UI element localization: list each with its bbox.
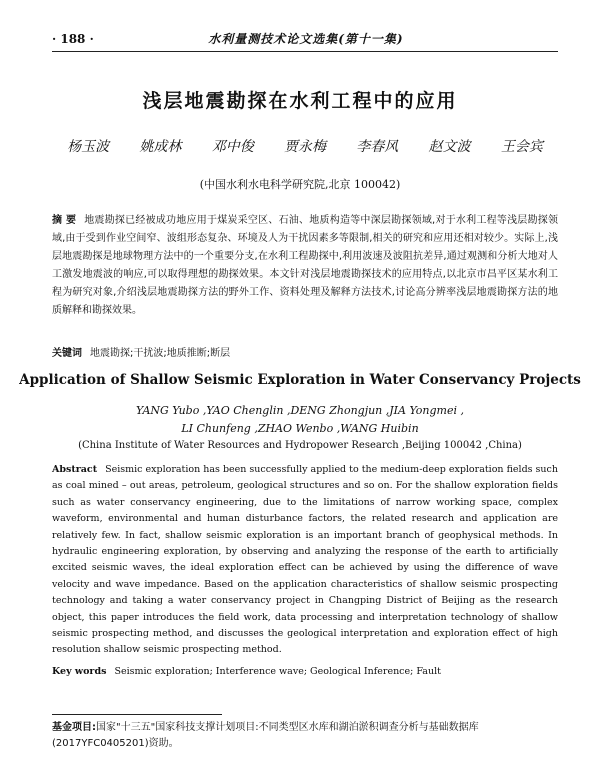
keywords-en-label: Key words (52, 666, 107, 677)
footnote-divider (52, 714, 222, 715)
abstract-cn-text: 地震勘探已经被成功地应用于煤炭采空区、石油、地质构造等中深层勘探领域,对于水利工程等浅层勘探领域,由于受到作业空间窄、波组形态复杂、环境及人为干扰因素多等限制,相关的研究和应用还相对较少。实际上,浅层地震勘探是地球物理方法中的一个重要分支,在水利工程勘探中,利用波速及波阻抗差异,通过观测和分析大地对人工激发地震波的响应,可以取得理想的勘探效果。本文针对浅层地震勘探技术的应用特点,以北京市昌平区某水利工程为研究对象,介绍浅层地震勘探方法的野外工作、资料处理及解释方法技术,讨论高分辨率浅层地震勘探方法的地质解释和勘探效果。 (52, 215, 559, 316)
author-cn: 杨玉波 (67, 139, 110, 155)
affiliation-cn: (中国水利水电科学研究院,北京 100042) (199, 178, 401, 191)
abstract-en (52, 462, 558, 659)
author-line-en: YANG Yubo ,YAO Chenglin ,DENG Zhongjun ,JIA Yongmei , (136, 404, 464, 417)
keywords-cn-label: 关键词 (52, 348, 82, 359)
author-cn: 赵文波 (428, 139, 471, 155)
paper-title-en: Application of Shallow Seismic Exploration in Water Conservancy Projects (19, 372, 581, 388)
keywords-en (52, 666, 558, 677)
footnote-text: 国家"十三五"国家科技支撑计划项目:不同类型区水库和湖泊淤积调查分析与基础数据库(2017YFC0405201)资助。 (52, 722, 479, 749)
journal-title: 水利量测技术论文选集(第十一集) (208, 32, 404, 46)
footnote-label: 基金项目: (52, 722, 96, 733)
author-cn: 邓中俊 (211, 139, 254, 155)
abstract-en-label: Abstract (52, 464, 98, 475)
author-cn: 姚成林 (139, 139, 182, 155)
page-number: · 188 · (52, 31, 94, 46)
keywords-cn (52, 344, 558, 359)
author-list-cn (52, 136, 558, 156)
affiliation-en: (China Institute of Water Resources and Hydropower Research ,Beijing 100042 ,China) (78, 440, 522, 451)
author-line-en: LI Chunfeng ,ZHAO Wenbo ,WANG Huibin (181, 422, 419, 435)
running-head (52, 30, 558, 52)
abstract-cn-label: 摘 要 (52, 215, 77, 226)
author-cn: 王会宾 (500, 139, 543, 155)
funding-footnote (52, 720, 558, 752)
author-cn: 李春风 (356, 139, 399, 155)
abstract-cn (52, 212, 558, 320)
author-list-en (0, 402, 600, 438)
keywords-cn-text: 地震勘探;干扰波;地质推断;断层 (90, 348, 231, 359)
keywords-en-text: Seismic exploration; Interference wave; Geological Inference; Fault (114, 666, 441, 677)
paper-title-cn: 浅层地震勘探在水利工程中的应用 (142, 90, 458, 112)
abstract-en-text: Seismic exploration has been successfully applied to the medium-deep exploration fields such as coal mined – out areas, petroleum, geological structures and so on. For the shallow exploration fields such as water conservancy engineering, due to the limitations of narrow working space, complex waveform, environmental and human disturbance factors, the related research and application are relatively few. In fact, shallow seismic exploration is an important branch of geophysical methods. In hydraulic engineering exploration, by observing and analyzing the response of the earth to artificially excited seismic waves, the ideal exploration effect can be achieved by using the difference of wave velocity and wave impedance. Based on the application characteristics of shallow seismic prospecting technology and taking a water conservancy project in Changping District of Beijing as the research object, this paper introduces the field work, data processing and interpretation technology of shallow seismic prospecting method, and discusses the geological interpretation and exploration effect of high resolution shallow seismic prospecting method. (52, 464, 558, 656)
author-cn: 贾永梅 (283, 139, 326, 155)
